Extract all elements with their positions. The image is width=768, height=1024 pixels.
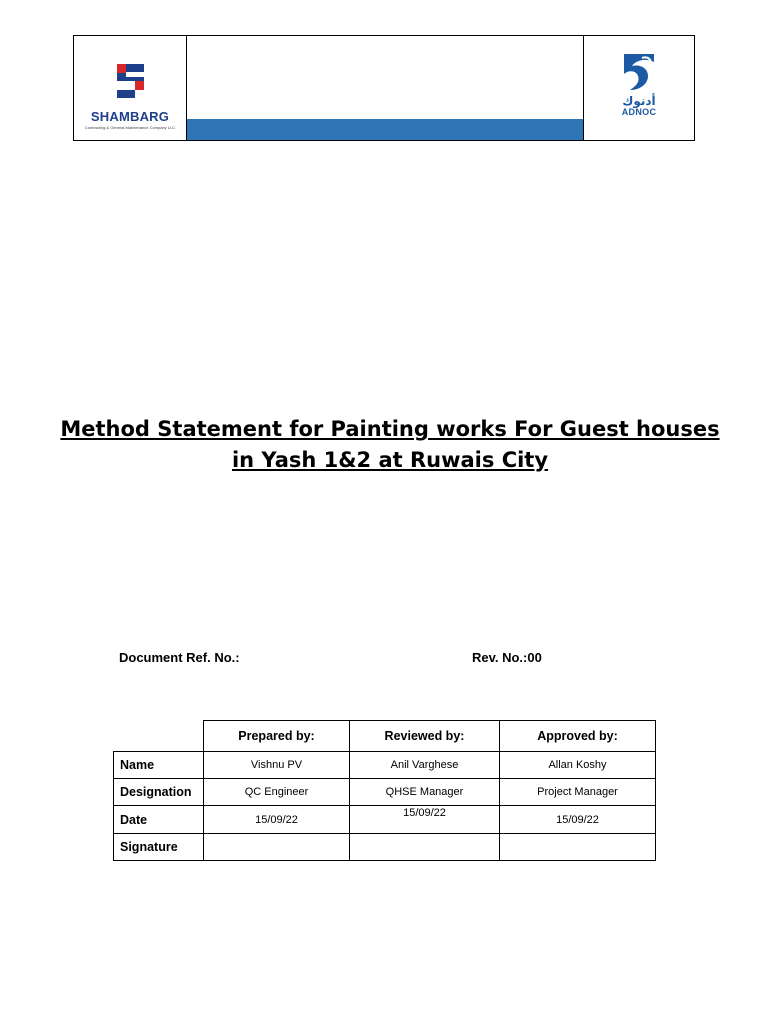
left-logo-cell: [74, 36, 187, 141]
prepared-designation: QC Engineer: [204, 779, 350, 806]
table-row-date: [114, 806, 656, 834]
header-blue-bar: [187, 119, 583, 140]
table-row-designation: [114, 779, 656, 806]
prepared-date: 15/09/22: [204, 806, 350, 834]
header-middle-cell: [187, 36, 584, 141]
reviewed-name: Anil Varghese: [350, 752, 500, 779]
row-label-name: Name: [114, 752, 204, 779]
table-row-name: [114, 752, 656, 779]
adnoc-falcon-icon: [584, 36, 694, 94]
approval-table-header-row: [114, 721, 656, 752]
shambarg-logo: [74, 36, 186, 140]
approved-designation: Project Manager: [500, 779, 656, 806]
header-table: [73, 35, 695, 141]
column-header-reviewed: Reviewed by:: [350, 721, 500, 752]
shambarg-logo-name: SHAMBARG: [90, 109, 170, 124]
row-label-signature: Signature: [114, 834, 204, 861]
column-header-approved: Approved by:: [500, 721, 656, 752]
row-label-designation: Designation: [114, 779, 204, 806]
prepared-signature: [204, 834, 350, 861]
column-header-prepared: Prepared by:: [204, 721, 350, 752]
document-ref-label: Document Ref. No.:: [119, 650, 240, 665]
row-label-date: Date: [114, 806, 204, 834]
approved-name: Allan Koshy: [500, 752, 656, 779]
shambarg-s-icon: [74, 36, 186, 108]
document-title: [40, 414, 740, 476]
reviewed-date: 15/09/22: [350, 806, 500, 834]
adnoc-logo: [584, 36, 694, 140]
title-line-1: Method Statement for Painting works For Guest houses: [60, 417, 720, 441]
prepared-name: Vishnu PV: [204, 752, 350, 779]
approved-signature: [500, 834, 656, 861]
approved-date: 15/09/22: [500, 806, 656, 834]
shambarg-logo-subtitle: Contracting & General Maintenance Company LLC: [84, 125, 176, 130]
adnoc-logo-arabic: أدنوك: [622, 94, 656, 108]
table-corner-cell: [114, 721, 204, 752]
reviewed-signature: [350, 834, 500, 861]
adnoc-logo-name: ADNOC: [621, 107, 657, 117]
table-row-signature: [114, 834, 656, 861]
title-line-2: in Yash 1&2 at Ruwais City: [231, 448, 549, 472]
approval-table: [113, 720, 656, 861]
reviewed-designation: QHSE Manager: [350, 779, 500, 806]
right-logo-cell: [584, 36, 695, 141]
revision-number: Rev. No.:00: [472, 650, 542, 665]
